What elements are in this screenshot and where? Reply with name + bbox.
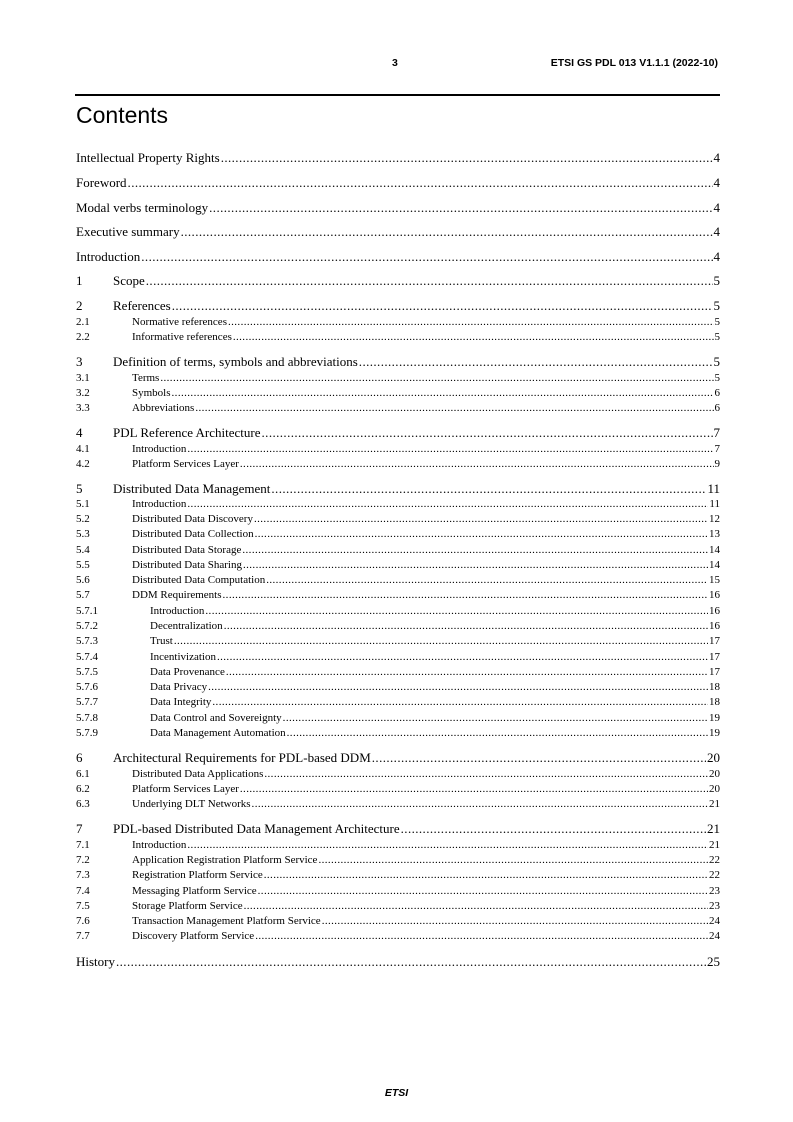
toc-entry-page: 20 <box>709 768 720 780</box>
toc-entry-page: 17 <box>709 635 720 647</box>
toc-entry[interactable] <box>76 442 720 457</box>
dot-leader <box>401 821 706 837</box>
toc-entry-label: Normative references <box>132 316 227 328</box>
toc-entry-page: 11 <box>707 481 720 496</box>
toc-entry-label: Data Privacy <box>150 681 208 693</box>
toc-entry-label: Incentivization <box>150 651 216 663</box>
toc-entry-page: 5 <box>713 273 720 288</box>
dot-leader <box>266 573 708 588</box>
toc-entry[interactable] <box>76 954 720 970</box>
toc-entry[interactable] <box>76 750 720 766</box>
toc-entry-page: 14 <box>709 559 720 571</box>
toc-entry[interactable] <box>76 386 720 401</box>
toc-entry-number: 1 <box>76 273 83 288</box>
toc-entry-label: Application Registration Platform Service <box>132 854 318 866</box>
toc-entry-page: 5 <box>714 316 720 328</box>
toc-entry[interactable] <box>76 838 720 853</box>
dot-leader <box>271 481 706 497</box>
toc-entry[interactable] <box>76 512 720 527</box>
toc-entry-number: 3.2 <box>76 387 90 399</box>
toc-entry[interactable] <box>76 425 720 441</box>
toc-entry-label: Intellectual Property Rights <box>76 150 220 165</box>
toc-entry-label: Executive summary <box>76 224 180 239</box>
toc-entry-number: 7.6 <box>76 915 90 927</box>
toc-entry-label: Distributed Data Sharing <box>132 559 242 571</box>
toc-entry-label: Distributed Data Collection <box>132 528 254 540</box>
toc-entry-number: 5.7 <box>76 589 90 601</box>
toc-entry-number: 5.7.5 <box>76 666 98 678</box>
dot-leader <box>116 954 706 970</box>
dot-leader <box>212 695 708 710</box>
toc-entry-label: Definition of terms, symbols and abbreviations <box>113 354 358 369</box>
dot-leader <box>287 726 708 741</box>
toc-entry[interactable] <box>76 929 720 944</box>
toc-entry-label: Distributed Data Computation <box>132 574 266 586</box>
toc-entry-label: Architectural Requirements for PDL-based DDM <box>113 750 371 765</box>
dot-leader <box>242 543 708 558</box>
toc-entry[interactable] <box>76 249 720 265</box>
toc-entry[interactable] <box>76 273 720 289</box>
toc-entry-page: 9 <box>714 458 720 470</box>
toc-entry-page: 6 <box>714 402 720 414</box>
dot-leader <box>240 782 708 797</box>
toc-entry[interactable] <box>76 711 720 726</box>
toc-entry-label: PDL-based Distributed Data Management Architecture <box>113 821 400 836</box>
toc-entry-page: 13 <box>709 528 720 540</box>
dot-leader <box>217 650 708 665</box>
toc-entry[interactable] <box>76 481 720 497</box>
toc-entry[interactable] <box>76 497 720 512</box>
dot-leader <box>262 425 713 441</box>
toc-entry-number: 3 <box>76 354 83 369</box>
toc-entry-number: 5.7.8 <box>76 712 98 724</box>
dot-leader <box>283 711 708 726</box>
dot-leader <box>195 401 713 416</box>
dot-leader <box>209 200 712 216</box>
toc-entry-number: 7.5 <box>76 900 90 912</box>
toc-entry-number: 3.1 <box>76 372 90 384</box>
dot-leader <box>141 249 712 265</box>
dot-leader <box>243 558 708 573</box>
toc-entry[interactable] <box>76 914 720 929</box>
toc-entry-label: Trust <box>150 635 173 647</box>
dot-leader <box>226 665 708 680</box>
toc-entry[interactable] <box>76 588 720 603</box>
toc-entry-number: 2.2 <box>76 331 90 343</box>
dot-leader <box>228 315 714 330</box>
footer-label: ETSI <box>384 1087 409 1099</box>
toc-entry-number: 5.7.3 <box>76 635 98 647</box>
toc-entry[interactable] <box>76 573 720 588</box>
dot-leader <box>359 354 713 370</box>
toc-entry[interactable] <box>76 797 720 812</box>
toc-entry-page: 17 <box>709 651 720 663</box>
toc-entry-label: Data Control and Sovereignty <box>150 712 282 724</box>
toc-entry[interactable] <box>76 330 720 345</box>
dot-leader <box>264 868 708 883</box>
toc-entry-number: 6.1 <box>76 768 90 780</box>
toc-entry-label: Platform Services Layer <box>132 458 239 470</box>
toc-entry-page: 19 <box>709 727 720 739</box>
toc-entry-number: 7.2 <box>76 854 90 866</box>
toc-entry-number: 5.7.7 <box>76 696 98 708</box>
toc-entry-number: 5 <box>76 481 83 496</box>
toc-entry[interactable] <box>76 853 720 868</box>
toc-entry[interactable] <box>76 298 720 314</box>
toc-entry[interactable] <box>76 175 720 191</box>
toc-entry-label: Introduction <box>132 839 187 851</box>
toc-entry-label: Terms <box>132 372 160 384</box>
toc-entry-page: 4 <box>713 200 720 215</box>
toc-entry-label: References <box>113 298 171 313</box>
toc-entry-number: 5.1 <box>76 498 90 510</box>
toc-entry-label: Messaging Platform Service <box>132 885 257 897</box>
toc-entry[interactable] <box>76 884 720 899</box>
toc-entry-page: 12 <box>709 513 720 525</box>
toc-entry[interactable] <box>76 527 720 542</box>
toc-entry-label: Data Provenance <box>150 666 225 678</box>
page-title: Contents <box>76 102 169 128</box>
dot-leader <box>244 899 708 914</box>
toc-entry-page: 7 <box>714 443 720 455</box>
toc-entry-number: 5.4 <box>76 544 90 556</box>
toc-entry-number: 5.7.2 <box>76 620 98 632</box>
dot-leader <box>187 838 708 853</box>
toc-entry-page: 21 <box>709 839 720 851</box>
toc-entry[interactable] <box>76 634 720 649</box>
toc-entry-page: 14 <box>709 544 720 556</box>
toc-entry-label: Platform Services Layer <box>132 783 239 795</box>
toc-entry-label: Abbreviations <box>132 402 195 414</box>
dot-leader <box>172 298 713 314</box>
toc-entry-page: 20 <box>707 750 720 765</box>
toc-entry-number: 5.7.1 <box>76 605 98 617</box>
toc-entry-page: 18 <box>709 696 720 708</box>
toc-entry-number: 4 <box>76 425 83 440</box>
toc-entry-label: Introduction <box>76 249 141 264</box>
toc-entry-number: 7.4 <box>76 885 90 897</box>
toc-entry-page: 18 <box>709 681 720 693</box>
toc-entry-page: 15 <box>709 574 720 586</box>
toc-entry[interactable] <box>76 619 720 634</box>
toc-entry-label: Symbols <box>132 387 171 399</box>
toc-entry-number: 7.7 <box>76 930 90 942</box>
toc-entry[interactable] <box>76 767 720 782</box>
toc-entry[interactable] <box>76 543 720 558</box>
toc-entry[interactable] <box>76 821 720 837</box>
toc-entry-label: Storage Platform Service <box>132 900 243 912</box>
toc-entry[interactable] <box>76 604 720 619</box>
toc-entry[interactable] <box>76 899 720 914</box>
toc-entry[interactable] <box>76 650 720 665</box>
toc-entry-label: Introduction <box>132 498 187 510</box>
dot-leader <box>224 619 708 634</box>
toc-entry-label: Foreword <box>76 175 127 190</box>
toc-entry[interactable] <box>76 200 720 216</box>
toc-entry-label: Decentralization <box>150 620 223 632</box>
toc-entry-number: 5.7.6 <box>76 681 98 693</box>
toc-entry-page: 19 <box>709 712 720 724</box>
toc-entry-page: 16 <box>709 620 720 632</box>
toc-entry-number: 4.1 <box>76 443 90 455</box>
toc-entry-page: 7 <box>713 425 720 440</box>
dot-leader <box>223 588 708 603</box>
dot-leader <box>146 273 713 289</box>
dot-leader <box>187 442 713 457</box>
dot-leader <box>208 680 708 695</box>
toc-entry-label: Introduction <box>150 605 205 617</box>
toc-entry-label: Distributed Data Management <box>113 481 271 496</box>
toc-entry-number: 4.2 <box>76 458 90 470</box>
dot-leader <box>252 797 708 812</box>
toc-entry-number: 5.5 <box>76 559 90 571</box>
toc-entry-page: 21 <box>707 821 720 836</box>
toc-entry-label: Underlying DLT Networks <box>132 798 251 810</box>
toc-entry-label: Introduction <box>132 443 187 455</box>
dot-leader <box>254 512 708 527</box>
toc-entry-label: Distributed Data Applications <box>132 768 264 780</box>
dot-leader <box>233 330 714 345</box>
page-number: 3 <box>392 57 398 69</box>
toc-entry[interactable] <box>76 868 720 883</box>
dot-leader <box>264 767 708 782</box>
dot-leader <box>128 175 713 191</box>
toc-entry[interactable] <box>76 782 720 797</box>
toc-entry-number: 7 <box>76 821 83 836</box>
dot-leader <box>172 386 714 401</box>
toc-entry-page: 25 <box>707 954 720 969</box>
toc-entry-number: 6 <box>76 750 83 765</box>
toc-entry-number: 5.2 <box>76 513 90 525</box>
toc-entry[interactable] <box>76 680 720 695</box>
toc-entry-number: 5.7.4 <box>76 651 98 663</box>
toc-entry-page: 4 <box>713 150 720 165</box>
dot-leader <box>181 224 713 240</box>
toc-entry-page: 24 <box>709 915 720 927</box>
toc-entry-label: PDL Reference Architecture <box>113 425 261 440</box>
toc-entry-page: 5 <box>713 298 720 313</box>
toc-entry-number: 2 <box>76 298 83 313</box>
toc-entry-page: 4 <box>713 249 720 264</box>
toc-entry-label: Data Management Automation <box>150 727 286 739</box>
toc-entry-number: 5.6 <box>76 574 90 586</box>
toc-entry-page: 23 <box>709 885 720 897</box>
dot-leader <box>255 929 708 944</box>
dot-leader <box>258 884 708 899</box>
dot-leader <box>240 457 714 472</box>
dot-leader <box>205 604 708 619</box>
toc-entry[interactable] <box>76 558 720 573</box>
toc-entry-page: 5 <box>714 372 720 384</box>
toc-entry-number: 6.3 <box>76 798 90 810</box>
toc-entry-label: Distributed Data Storage <box>132 544 242 556</box>
toc-entry-number: 5.7.9 <box>76 727 98 739</box>
document-id: ETSI GS PDL 013 V1.1.1 (2022-10) <box>550 57 718 69</box>
toc-entry[interactable] <box>76 315 720 330</box>
toc-entry[interactable] <box>76 401 720 416</box>
toc-entry-label: Transaction Management Platform Service <box>132 915 321 927</box>
dot-leader <box>174 634 708 649</box>
dot-leader <box>187 497 708 512</box>
toc-entry[interactable] <box>76 371 720 386</box>
toc-entry-label: DDM Requirements <box>132 589 222 601</box>
toc-entry-page: 4 <box>713 224 720 239</box>
toc-entry-label: Modal verbs terminology <box>76 200 209 215</box>
toc-entry-page: 16 <box>709 589 720 601</box>
toc-entry-label: Scope <box>113 273 145 288</box>
toc-entry[interactable] <box>76 224 720 240</box>
toc-entry-page: 20 <box>709 783 720 795</box>
toc-entry[interactable] <box>76 695 720 710</box>
toc-entry-label: Discovery Platform Service <box>132 930 255 942</box>
toc-entry-number: 5.3 <box>76 528 90 540</box>
toc-entry-page: 21 <box>709 798 720 810</box>
toc-entry-label: Data Integrity <box>150 696 212 708</box>
toc-entry-page: 22 <box>709 854 720 866</box>
toc-entry-page: 5 <box>713 354 720 369</box>
toc-entry[interactable] <box>76 150 720 166</box>
toc-entry[interactable] <box>76 457 720 472</box>
toc-entry-page: 23 <box>709 900 720 912</box>
toc-entry-number: 7.3 <box>76 869 90 881</box>
toc-entry[interactable] <box>76 726 720 741</box>
toc-entry-number: 7.1 <box>76 839 90 851</box>
toc-entry-page: 17 <box>709 666 720 678</box>
toc-entry[interactable] <box>76 354 720 370</box>
dot-leader <box>372 750 706 766</box>
toc-entry-label: Distributed Data Discovery <box>132 513 253 525</box>
toc-entry-page: 16 <box>709 605 720 617</box>
toc-entry-page: 6 <box>714 387 720 399</box>
toc-entry-number: 3.3 <box>76 402 90 414</box>
toc-entry-page: 11 <box>709 498 720 510</box>
dot-leader <box>318 853 708 868</box>
toc-entry-page: 24 <box>709 930 720 942</box>
table-of-contents <box>76 0 720 1000</box>
toc-entry-number: 2.1 <box>76 316 90 328</box>
toc-entry-page: 5 <box>714 331 720 343</box>
dot-leader <box>255 527 708 542</box>
toc-entry-number: 6.2 <box>76 783 90 795</box>
dot-leader <box>221 150 713 166</box>
toc-entry-page: 22 <box>709 869 720 881</box>
toc-entry-label: History <box>76 954 115 969</box>
toc-entry[interactable] <box>76 665 720 680</box>
dot-leader <box>322 914 708 929</box>
toc-entry-label: Informative references <box>132 331 232 343</box>
toc-entry-label: Registration Platform Service <box>132 869 263 881</box>
toc-entry-page: 4 <box>713 175 720 190</box>
dot-leader <box>160 371 713 386</box>
